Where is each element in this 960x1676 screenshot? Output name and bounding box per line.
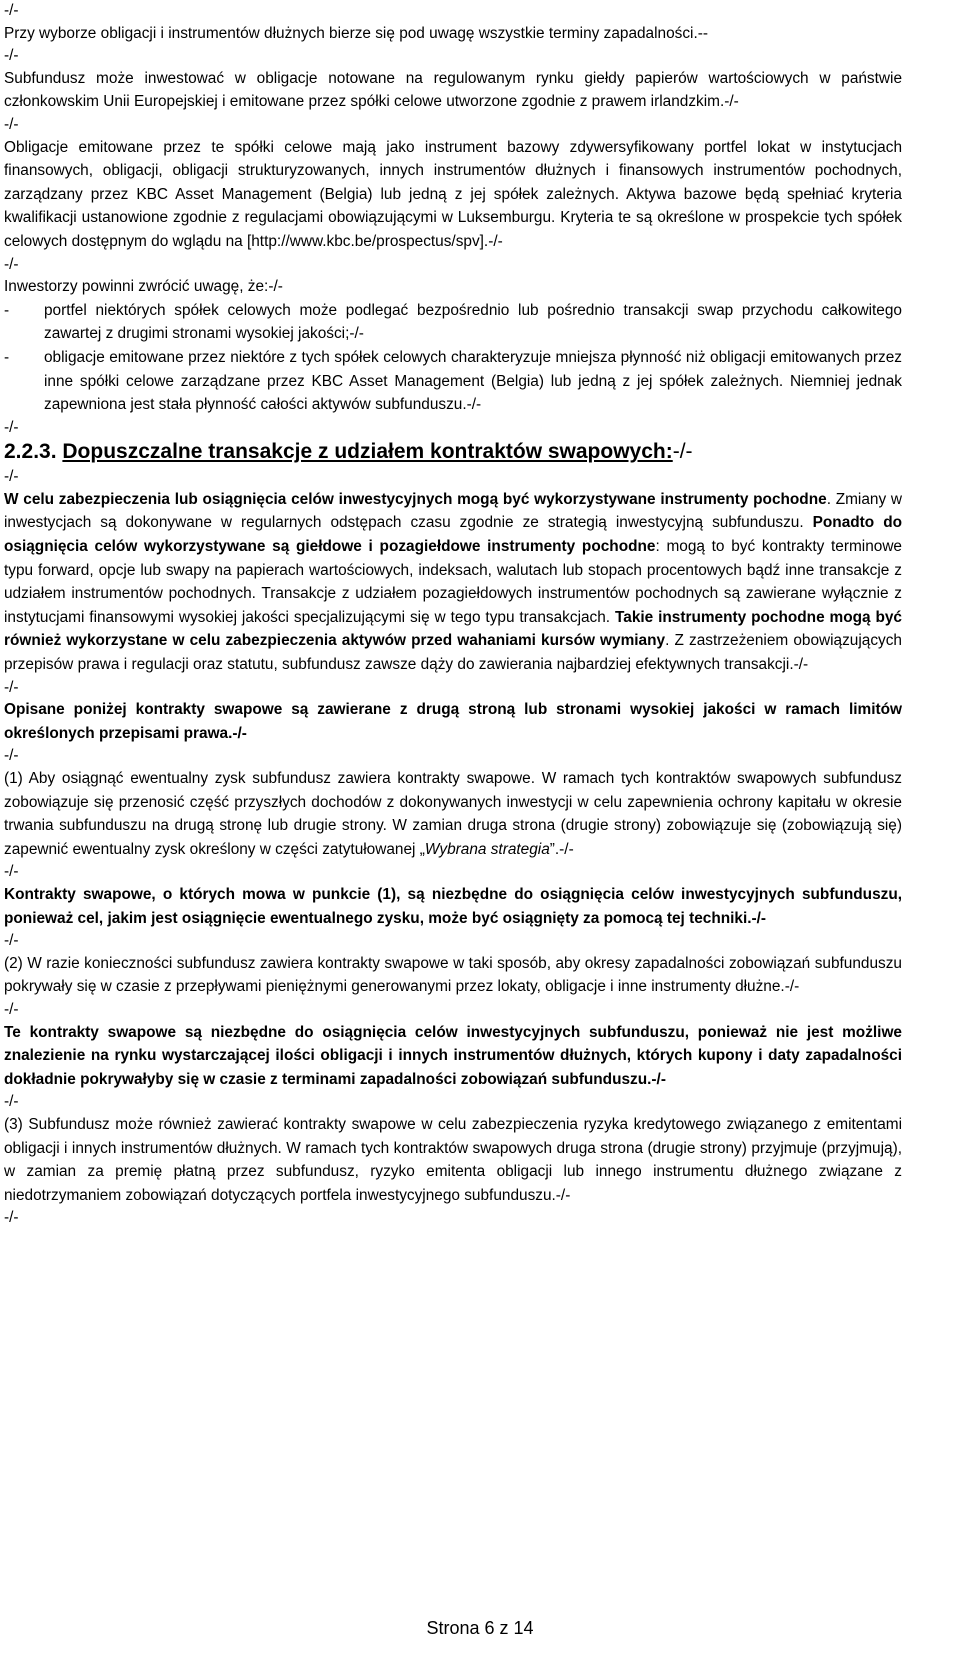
separator: -/- <box>4 468 19 486</box>
paragraph-swap-counterparties <box>4 698 902 745</box>
paragraph-investor-notice: Inwestorzy powinni zwrócić uwagę, że:-/- <box>4 278 283 296</box>
separator: -/- <box>4 1093 19 1111</box>
section-title-suffix: -/- <box>672 440 693 464</box>
text-run: : mogą to być kontrakty terminowe typu forward, opcje lub swapy na papierach wartościowych, indeksach, walutach lub stopach procentowych bądź inne transakcje z udziałem instrumentów pochodnych. Transakcje z udziałem pozagiełdowych instrumentów pochodnych są zawierane wyłącznie z instytucjami finansowymi wysokiej jakości specjalizującymi się w tego typu transakcjach. <box>4 538 902 626</box>
separator: -/- <box>4 678 19 696</box>
separator: -/- <box>4 863 19 881</box>
list-item-text: portfel niektórych spółek celowych może podlegać bezpośrednio lub pośrednio transakcji swap przychodu całkowitego zawartej z drugimi stronami wysokiej jakości;-/- <box>44 301 902 343</box>
separator: -/- <box>4 2 19 19</box>
notice-list <box>4 299 902 417</box>
list-item <box>4 299 902 346</box>
separator: -/- <box>4 418 19 436</box>
paragraph-investment-scope: Subfundusz może inwestować w obligacje notowane na regulowanym rynku giełdy papierów wartościowych w państwie członkowskim Unii Europejskiej i emitowane przez spółki celowe utworzone zgodnie z prawem irlandzkim.-/- <box>4 69 902 111</box>
paragraph-maturity: Przy wyborze obligacji i instrumentów dłużnych bierze się pod uwagę wszystkie terminy zapadalności.-- <box>4 24 708 42</box>
italic-text: Wybrana strategia <box>424 840 550 858</box>
bold-text: Opisane poniżej kontrakty swapowe są zawierane z drugą stroną lub stronami wysokiej jakości w ramach limitów określonych przepisami prawa.-/- <box>4 701 902 742</box>
paragraph-swap-2-rationale <box>4 1021 902 1092</box>
text-run: (1) Aby osiągnąć ewentualny zysk subfundusz zawiera kontrakty swapowe. W ramach tych kontraktów swapowych subfundusz zobowiązuje się przenosić część przyszłych dochodów z dokonywanych inwestycji w celu zapewnienia ochrony kapitału w okresie trwania subfunduszu na drugą stronę lub drugie strony. W zamian druga strona (drugie strony) zobowiązuje się (zobowiązują się) zapewnić ewentualny zysk określony w części zatytułowanej „ <box>4 770 902 858</box>
paragraph-swap-2: (2) W razie konieczności subfundusz zawiera kontrakty swapowe w taki sposób, aby okresy zapadalności zobowiązań subfunduszu pokrywały się w czasie z przepływami pieniężnymi generowanymi przez lokaty, obligacje i inne instrumenty dłużne.-/- <box>4 954 902 996</box>
text-run: . Zmiany w inwestycjach są dokonywane w regularnych odstępach czasu zgodnie ze strategią inwestycyjną subfunduszu. <box>4 490 902 532</box>
section-heading <box>4 438 902 466</box>
paragraph-spv-bonds: Obligacje emitowane przez te spółki celowe mają jako instrument bazowy zdywersyfikowany portfel lokat w instytucjach finansowych, obligacji, obligacji strukturyzowanych, innych instrumentów dłużnych i finansowych instrumentów pochodnych, zarządzany przez KBC Asset Management (Belgia) lub jedną z jej spółek zależnych. Aktywa bazowe będą spełniać kryteria kwalifikacji ustanowione zgodnie z regulacjami obowiązującymi w Luksemburgu. Kryteria te są określone w prospekcie tych spółek celowych dostępnym do wglądu na [http://www.kbc.be/prospectus/spv].-/- <box>4 138 902 250</box>
bold-text: W celu zabezpieczenia lub osiągnięcia celów inwestycyjnych mogą być wykorzystywane instrumenty pochodne <box>4 490 827 508</box>
bold-text: Takie instrumenty pochodne mogą być również wykorzystane w celu zabezpieczenia aktywów przed wahaniami kursów wymiany <box>4 608 902 650</box>
page-number: Strona 6 z 14 <box>426 1618 534 1638</box>
bold-text: Ponadto do osiągnięcia celów wykorzystywane są giełdowe i pozagiełdowe instrumenty pochodne <box>4 514 902 556</box>
section-number: 2.2.3. <box>4 440 57 464</box>
paragraph-swap-1-rationale <box>4 883 902 930</box>
separator: -/- <box>4 115 19 133</box>
bold-text: Kontrakty swapowe, o których mowa w punkcie (1), są niezbędne do osiągnięcia celów inwestycyjnych subfunduszu, ponieważ cel, jakim jest osiągnięcie ewentualnego zysku, może być osiągnięty za pomocą tej techniki.-/- <box>4 885 902 927</box>
separator: -/- <box>4 255 19 273</box>
paragraph-swap-1 <box>4 767 902 861</box>
text-run: ”.-/- <box>549 840 574 858</box>
paragraph-derivatives <box>4 488 902 677</box>
bold-text: Te kontrakty swapowe są niezbędne do osiągnięcia celów inwestycyjnych subfunduszu, ponieważ nie jest możliwe znalezienie na rynku wystarczającej ilości obligacji i innych instrumentów dłużnych, których kupony i daty zapadalności dokładnie pokrywałyby się w czasie z terminami zapadalności zobowiązań subfunduszu.-/- <box>4 1023 902 1088</box>
separator: -/- <box>4 932 19 950</box>
dash-bullet: - <box>4 348 10 366</box>
list-item-text: obligacje emitowane przez niektóre z tych spółek celowych charakteryzuje mniejsza płynność niż obligacji emitowanych przez inne spółki celowe zarządzane przez KBC Asset Management (Belgia) lub jedną z jej spółek zależnych. Niemniej jednak zapewniona jest stała płynność całości aktywów subfunduszu.-/- <box>44 348 902 414</box>
separator: -/- <box>4 1000 19 1018</box>
list-item <box>4 346 902 417</box>
section-title: Dopuszczalne transakcje z udziałem kontraktów swapowych: <box>62 440 673 464</box>
text-run: . Z zastrzeżeniem obowiązujących przepisów prawa i regulacji oraz statutu, subfundusz zawsze dąży do zawierania najbardziej efektywnych transakcji.-/- <box>4 632 902 674</box>
separator: -/- <box>4 747 19 765</box>
separator: -/- <box>4 47 19 65</box>
separator: -/- <box>4 1209 19 1227</box>
paragraph-swap-3: (3) Subfundusz może również zawierać kontrakty swapowe w celu zabezpieczenia ryzyka kredytowego związanego z emitentami obligacji i innych instrumentów dłużnych. W ramach tych kontraktów swapowych druga strona (drugie strony) przyjmuje (przyjmują), w zamian za premię płatną przez subfundusz, ryzyko emitenta obligacji lub innego instrumentu dłużnego związane z niedotrzymaniem zobowiązań dotyczących portfela inwestycyjnego subfunduszu.-/- <box>4 1115 902 1204</box>
dash-bullet: - <box>4 301 10 319</box>
